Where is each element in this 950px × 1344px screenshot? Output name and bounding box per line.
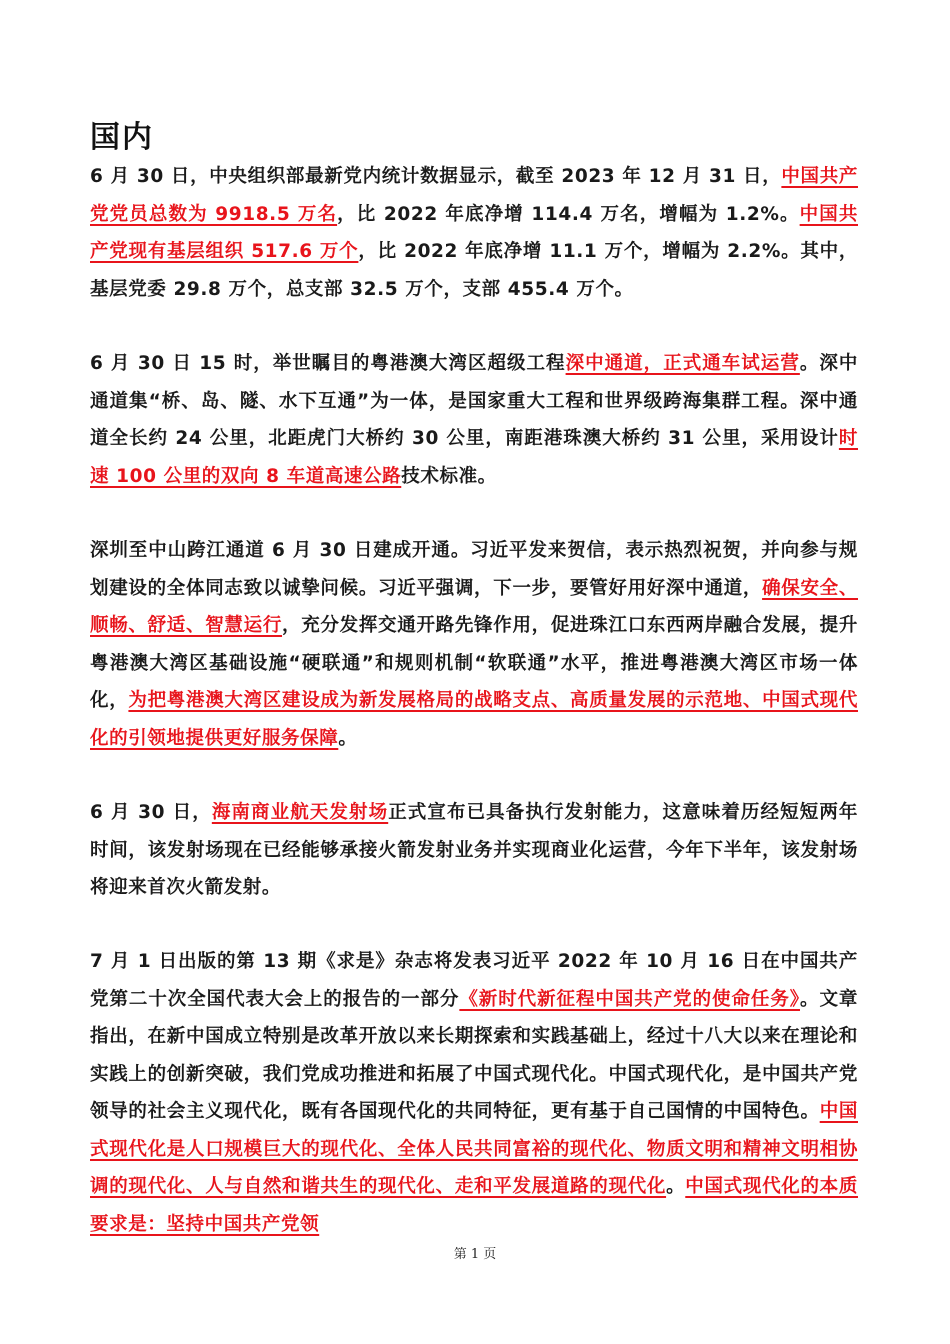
highlighted-phrase: 为把粤港澳大湾区建设成为新发展格局的战略支点、高质量发展的示范地、中国式现代化的引领地提供更好服务保障: [90, 690, 858, 749]
paragraph-text: 。: [666, 1176, 686, 1197]
highlighted-phrase: 深中通道，正式通车试运营: [565, 353, 800, 374]
paragraph-text: 深圳至中山跨江通道 6 月 30 日建成开通。习近平发来贺信，表示热烈祝贺，并向参与规划建设的全体同志致以诚挚问候。习近平强调，下一步，要管好用好深中通道，: [90, 540, 858, 599]
paragraph-text: 7 月 1 日出版的第 13 期《求是》杂志将发表习近平 2022 年 10 月 16 日在中国共产党第二十次全国代表大会上的报告的一部分: [90, 951, 858, 1010]
highlighted-phrase: 中国式现代化的本质要求是：坚持中国共产党领: [90, 1176, 858, 1235]
paragraph-text: ，比 2022 年底净增 11.1 万个，增幅为 2.2%。其中，基层党委 29.8 万个，总支部 32.5 万个，支部 455.4 万个。: [90, 241, 858, 300]
paragraph-text: 6 月 30 日，: [90, 802, 212, 823]
paragraph-text: 技术标准。: [401, 465, 497, 487]
news-paragraph-4: [90, 794, 858, 907]
highlighted-phrase: 中国式现代化是人口规模巨大的现代化、全体人民共同富裕的现代化、物质文明和精神文明相协调的现代化、人与自然和谐共生的现代化、走和平发展道路的现代化: [90, 1101, 858, 1197]
paragraph-text: 正式宣布已具备执行发射能力，这意味着历经短短两年时间，该发射场现在已经能够承接火箭发射业务并实现商业化运营，今年下半年，该发射场将迎来首次火箭发射。: [90, 802, 859, 898]
paragraph-text: ，比 2022 年底净增 114.4 万名，增幅为 1.2%。: [337, 203, 800, 225]
news-paragraph-1: [90, 158, 858, 308]
highlighted-phrase: 海南商业航天发射场: [211, 802, 389, 823]
paragraph-text: ，充分发挥交通开路先锋作用，促进珠江口东西两岸融合发展，提升粤港澳大湾区基础设施“硬联通”和规则机制“软联通”水平，推进粤港澳大湾区市场一体化，: [90, 615, 858, 711]
paragraph-text: 6 月 30 日，中央组织部最新党内统计数据显示，截至 2023 年 12 月 31 日，: [90, 166, 782, 187]
news-paragraph-3: [90, 532, 858, 757]
paragraph-text: 。文章指出，在新中国成立特别是改革开放以来长期探索和实践基础上，经过十八大以来在理论和实践上的创新突破，我们党成功推进和拓展了中国式现代化。中国式现代化，是中国共产党领导的社会主义现代化，既有各国现代化的共同特征，更有基于自己国情的中国特色。: [90, 988, 858, 1122]
news-paragraph-2: [90, 345, 858, 495]
highlighted-phrase: 中国共产党党员总数为 9918.5 万名: [90, 166, 858, 225]
paragraph-text: 6 月 30 日 15 时，举世瞩目的粤港澳大湾区超级工程: [90, 353, 566, 374]
highlighted-phrase: 确保安全、顺畅、舒适、智慧运行: [90, 577, 858, 636]
page-number-footer: 第 1 页: [453, 1247, 497, 1262]
section-title: 国内: [90, 120, 154, 155]
highlighted-phrase: 时速 100 公里的双向 8 车道高速公路: [90, 428, 858, 487]
paragraph-text: 。深中通道集“桥、岛、隧、水下互通”为一体，是国家重大工程和世界级跨海集群工程。深中通道全长约 24 公里，北距虎门大桥约 30 公里，南距港珠澳大桥约 31 公里，采用设计: [90, 353, 859, 449]
paragraph-text: 。: [338, 727, 358, 749]
highlighted-phrase: 中国共产党现有基层组织 517.6 万个: [90, 203, 858, 262]
highlighted-phrase: 《新时代新征程中国共产党的使命任务》: [459, 988, 800, 1010]
news-paragraph-5: [90, 943, 858, 1243]
